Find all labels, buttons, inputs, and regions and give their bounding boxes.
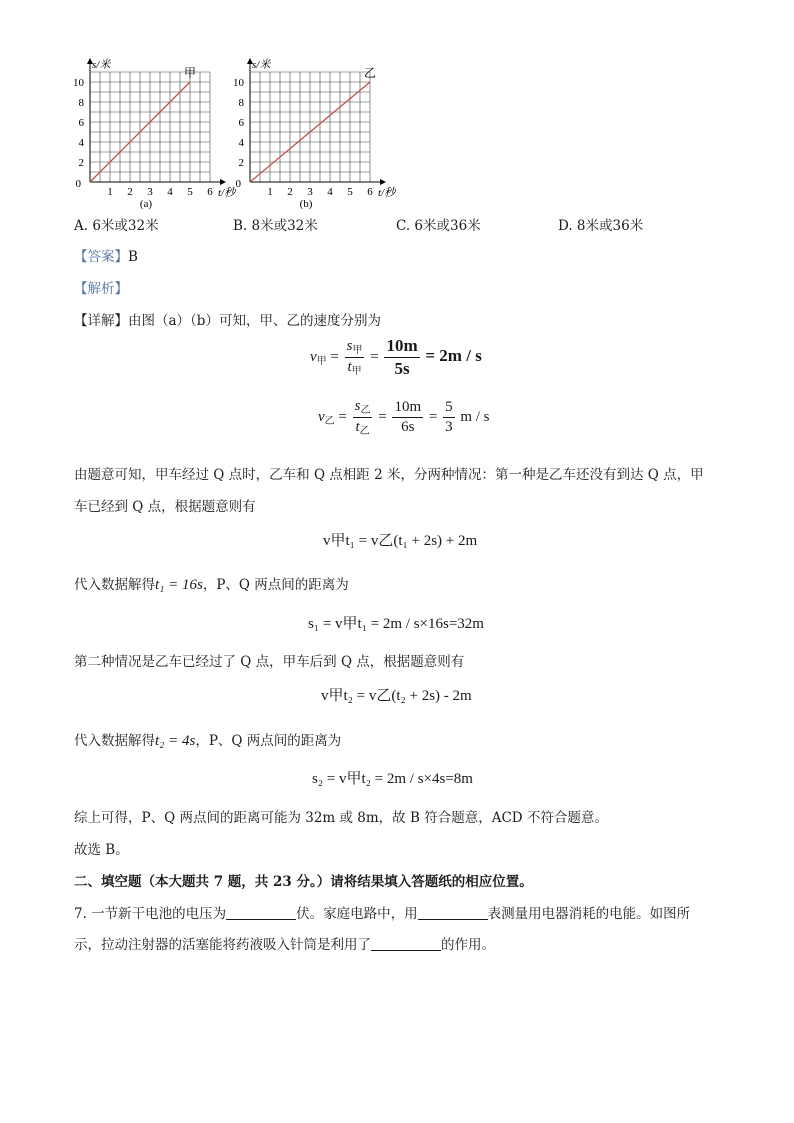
x-axis-arrow <box>380 179 386 185</box>
x-tick-label: 2 <box>287 186 293 198</box>
line-label: 甲 <box>184 66 197 80</box>
panel-label: (b) <box>299 198 313 210</box>
paragraph-choice: 故选 B。 <box>74 842 129 858</box>
x-tick-label: 4 <box>167 186 173 198</box>
paragraph-summary: 综上可得，P、Q 两点间的距离可能为 32m 或 8m，故 B 符合题意，ACD 不符合题意。 <box>74 810 608 826</box>
detail-label: 【详解】 <box>74 313 128 329</box>
y-tick-label: 4 <box>238 137 244 149</box>
option-c: C. 6米或36米 <box>396 218 481 234</box>
equation-4: s₂ = v甲t₂ = 2m / s×4s=8m <box>312 771 473 787</box>
answer-label: 【答案】 <box>74 249 128 265</box>
equation-v-jia: $v_甲$ = $\frac{s_甲}{t_甲}$ = $\frac{10m}{5s}$ = 2m / s <box>310 336 482 378</box>
x-tick-label: 1 <box>267 186 273 198</box>
x-tick-label: 1 <box>107 186 113 198</box>
panel-label: (a) <box>139 198 153 210</box>
blank-2[interactable] <box>418 907 488 920</box>
blank-1[interactable] <box>226 907 296 920</box>
option-a: A. 6米或32米 <box>74 218 159 234</box>
x-tick-label: 3 <box>307 186 313 198</box>
y-tick-label: 6 <box>238 117 244 129</box>
y-axis-label: s/米 <box>252 59 271 71</box>
equation-2: s₁ = v甲t₁ = 2m / s×16s=32m <box>308 616 484 632</box>
x-tick-label: 6 <box>367 186 373 198</box>
y-axis-label: s/米 <box>92 59 111 71</box>
paragraph-solve-t2: 代入数据解得t₂ = 4s，P、Q 两点间的距离为 <box>74 733 342 749</box>
x-axis-label: t/秒 <box>378 187 396 199</box>
y-tick-label: 10 <box>233 77 244 89</box>
equation-v-yi: $v_乙$ = $\frac{s_乙}{t_乙}$ = $\frac{10m}{6s}$ = $\frac{5}{3}$ m / s <box>318 398 490 437</box>
y-tick-label: 2 <box>78 157 84 169</box>
section-title: 二、填空题（本大题共 7 题，共 23 分。）请将结果填入答题纸的相应位置。 <box>74 874 533 890</box>
x-tick-label: 4 <box>327 186 333 198</box>
y-tick-label: 10 <box>73 77 84 89</box>
x-tick-label: 5 <box>347 186 353 198</box>
answer-line <box>74 245 138 265</box>
paragraph-case1-line1: 由题意可知，甲车经过 Q 点时，乙车和 Q 点相距 2 米，分两种情况：第一种是乙车还没有到达 Q 点，甲 <box>74 467 704 483</box>
detail-line <box>74 309 381 329</box>
graph-b <box>222 59 396 210</box>
x-tick-label: 2 <box>127 186 133 198</box>
y-tick-label: 0 <box>75 178 81 190</box>
x-tick-label: 3 <box>147 186 153 198</box>
analysis-label: 【解析】 <box>74 281 128 297</box>
y-tick-label: 2 <box>238 157 244 169</box>
y-tick-label: 6 <box>78 117 84 129</box>
graph-a <box>62 59 236 210</box>
paragraph-solve-t1: 代入数据解得t₁ = 16s，P、Q 两点间的距离为 <box>74 577 349 593</box>
paragraph-case1-line2: 车已经到 Q 点，根据题意则有 <box>74 499 256 515</box>
answer-value: B <box>128 249 138 265</box>
question-7-line1: 7. 一节新干电池的电压为 伏。家庭电路中，用 表测量用电器消耗的电能。如图所 <box>74 906 691 922</box>
line-label: 乙 <box>364 66 377 80</box>
paragraph-case2: 第二种情况是乙车已经过了 Q 点，甲车后到 Q 点，根据题意则有 <box>74 654 465 670</box>
x-tick-label: 5 <box>187 186 193 198</box>
x-tick-label: 6 <box>207 186 213 198</box>
y-tick-label: 0 <box>235 178 241 190</box>
option-d: D. 8米或36米 <box>558 218 644 234</box>
detail-text: 由图（a）（b）可知，甲、乙的速度分别为 <box>128 313 381 329</box>
equation-3: v甲t₂ = v乙(t₂ + 2s) - 2m <box>321 688 472 704</box>
blank-3[interactable] <box>371 938 441 951</box>
x-axis-label: t/秒 <box>218 187 236 199</box>
y-tick-label: 8 <box>78 97 84 109</box>
question-7-line2: 示，拉动注射器的活塞能将药液吸入针筒是利用了 的作用。 <box>74 937 495 953</box>
option-b: B. 8米或32米 <box>233 218 318 234</box>
y-tick-label: 4 <box>78 137 84 149</box>
equation-1: v甲t₁ = v乙(t₁ + 2s) + 2m <box>323 533 478 549</box>
y-tick-label: 8 <box>238 97 244 109</box>
